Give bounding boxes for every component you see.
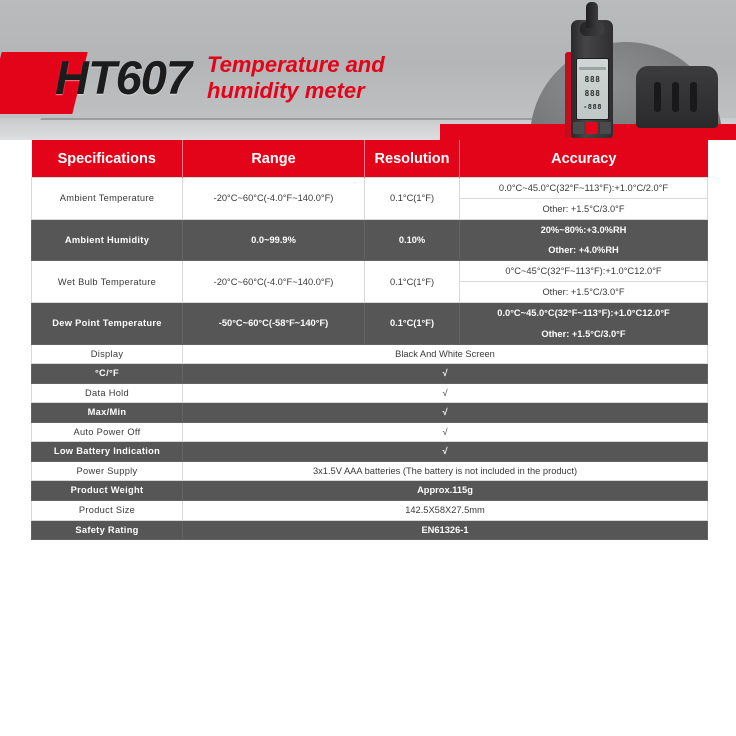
column-header-accuracy: Accuracy <box>460 140 708 178</box>
row-label: Power Supply <box>32 461 183 481</box>
row-range: 0.0~99.9% <box>183 220 365 261</box>
accuracy-other: Other: +1.5°C/3.0°F <box>542 204 625 215</box>
vent-slot-icon <box>672 82 679 112</box>
table-row <box>32 501 708 521</box>
row-label: Low Battery Indication <box>32 442 183 462</box>
table-row <box>32 481 708 501</box>
column-header-specifications: Specifications <box>32 140 183 178</box>
product-model-title: HT607 <box>55 51 192 104</box>
row-label: Product Size <box>32 501 183 521</box>
row-value: √ <box>183 383 708 403</box>
table-row <box>32 364 708 384</box>
row-value: √ <box>183 403 708 423</box>
row-accuracy <box>460 303 708 344</box>
accuracy-primary: 0.0°C~45.0°C(32°F~113°F):+1.0°C/2.0°F <box>460 178 707 199</box>
product-device-image <box>470 0 736 140</box>
vent-slot-icon <box>690 82 697 112</box>
device-probe-tip <box>586 2 598 28</box>
lcd-reading-2: 888 <box>584 89 601 98</box>
table-body <box>32 178 708 540</box>
device-button-center[interactable] <box>586 122 597 134</box>
device-holster <box>636 66 718 128</box>
row-accuracy <box>460 261 708 303</box>
device-lcd-screen <box>576 58 609 120</box>
row-value: √ <box>183 422 708 442</box>
lcd-indicator-bar <box>579 67 606 70</box>
row-label: Dew Point Temperature <box>32 303 183 344</box>
accuracy-primary: 0°C~45°C(32°F~113°F):+1.0°C12.0°F <box>460 261 707 282</box>
row-value: EN61326-1 <box>183 520 708 540</box>
row-label: °C/°F <box>32 364 183 384</box>
row-label: Data Hold <box>32 383 183 403</box>
accuracy-primary: 20%~80%:+3.0%RH <box>540 225 627 236</box>
row-range: -20°C~60°C(-4.0°F~140.0°F) <box>183 261 365 303</box>
row-label: Product Weight <box>32 481 183 501</box>
header-banner <box>0 0 736 140</box>
specifications-table <box>31 140 708 540</box>
tagline-line-1: Temperature and <box>207 52 385 77</box>
column-header-range: Range <box>183 140 365 178</box>
table-row <box>32 383 708 403</box>
row-value: √ <box>183 364 708 384</box>
row-value: Approx.115g <box>183 481 708 501</box>
row-label: Ambient Humidity <box>32 220 183 261</box>
row-range: -50°C~60°C(-58°F~140°F) <box>183 303 365 344</box>
device-button-left[interactable] <box>573 122 584 134</box>
table-row <box>32 303 708 344</box>
accuracy-other: Other: +1.5°C/3.0°F <box>542 287 625 298</box>
row-value: Black And White Screen <box>183 344 708 364</box>
table-row <box>32 520 708 540</box>
table-row <box>32 403 708 423</box>
vent-slot-icon <box>654 82 661 112</box>
row-label: Auto Power Off <box>32 422 183 442</box>
row-value: √ <box>183 442 708 462</box>
lcd-reading-1: 888 <box>584 75 601 84</box>
row-label: Ambient Temperature <box>32 178 183 220</box>
row-value: 142.5X58X27.5mm <box>183 501 708 521</box>
row-label: Wet Bulb Temperature <box>32 261 183 303</box>
device-button-right[interactable] <box>600 122 611 134</box>
row-resolution: 0.1°C(1°F) <box>365 261 460 303</box>
row-range: -20°C~60°C(-4.0°F~140.0°F) <box>183 178 365 220</box>
row-accuracy <box>460 178 708 220</box>
table-row <box>32 461 708 481</box>
row-resolution: 0.1°C(1°F) <box>365 178 460 220</box>
tagline-line-2: humidity meter <box>207 77 365 103</box>
accuracy-other: Other: +4.0%RH <box>548 245 619 256</box>
table-row <box>32 261 708 303</box>
table-row <box>32 442 708 462</box>
row-accuracy <box>460 220 708 261</box>
device-button-row[interactable] <box>573 122 611 134</box>
column-header-resolution: Resolution <box>365 140 460 178</box>
accuracy-primary: 0.0°C~45.0°C(32°F~113°F):+1.0°C12.0°F <box>497 308 670 319</box>
table-row <box>32 220 708 261</box>
product-tagline <box>207 52 467 104</box>
row-resolution: 0.1°C(1°F) <box>365 303 460 344</box>
table-header-row <box>32 140 708 178</box>
row-label: Safety Rating <box>32 520 183 540</box>
row-resolution: 0.10% <box>365 220 460 261</box>
lcd-reading-3: -888 <box>583 103 602 111</box>
row-value: 3x1.5V AAA batteries (The battery is not included in the product) <box>183 461 708 481</box>
accuracy-other: Other: +1.5°C/3.0°F <box>541 328 626 339</box>
table-row <box>32 178 708 220</box>
row-label: Max/Min <box>32 403 183 423</box>
table-row <box>32 344 708 364</box>
row-label: Display <box>32 344 183 364</box>
table-row <box>32 422 708 442</box>
